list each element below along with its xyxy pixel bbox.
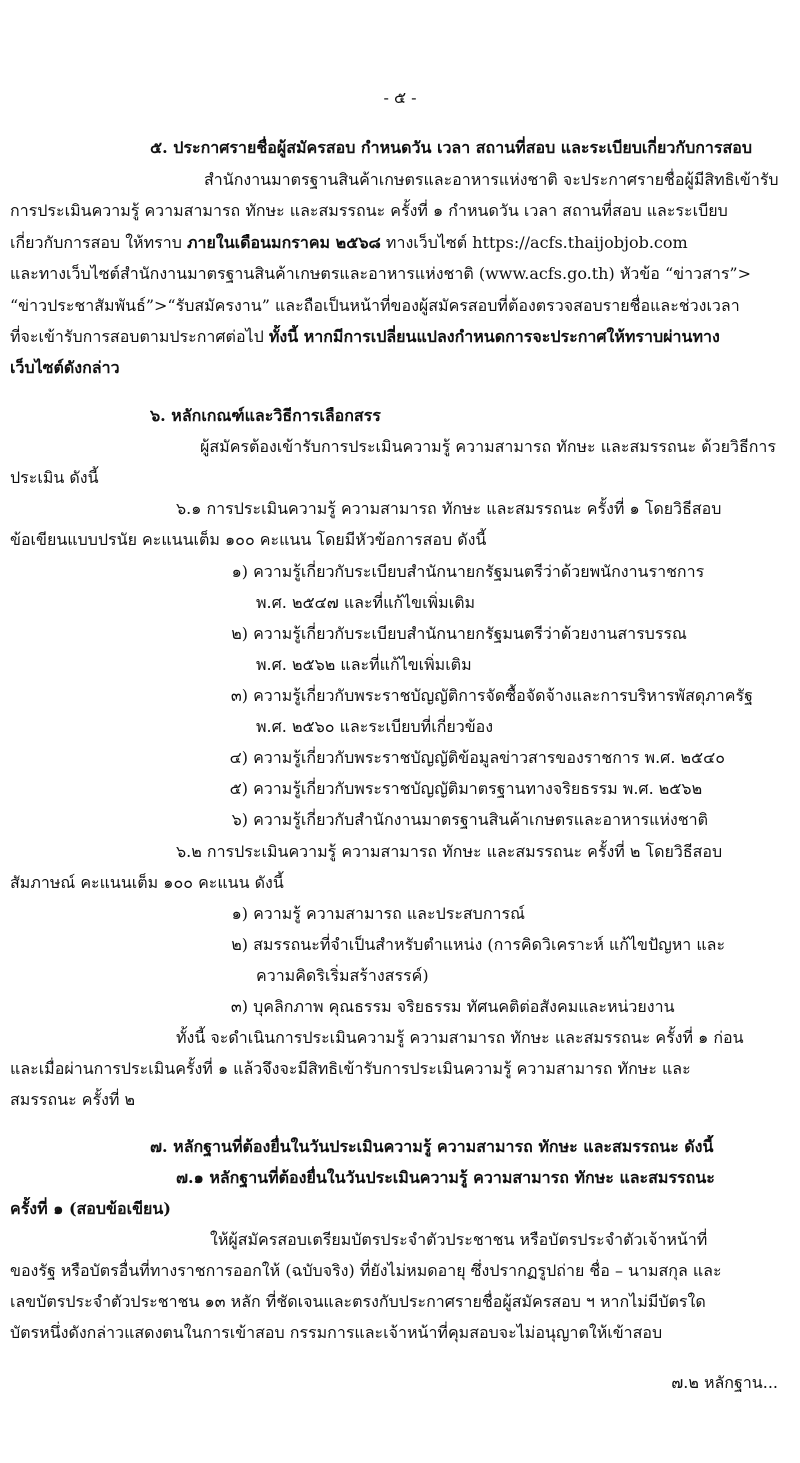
section-5-line-6 (10, 325, 800, 349)
announcement-date: ภายในเดือนมกราคม ๒๕๖๘ (186, 233, 381, 252)
section-7-paragraph-3: เลขบัตรประจำตัวประชาชน ๑๓ หลัก ที่ชัดเจนและตรงกับประกาศรายชื่อผู้สมัครสอบ ฯ หากไม่มีบัตรใด (10, 1292, 706, 1311)
list-text: ความรู้เกี่ยวกับระเบียบสำนักนายกรัฐมนตรีว่าด้วยพนักงานราชการ (253, 562, 705, 581)
section-7-heading: ๗. หลักฐานที่ต้องยื่นในวันประเมินความรู้ ความสามารถ ทักษะ และสมรรถนะ ดังนี้ (150, 1137, 714, 1156)
list-number: ๑) (231, 904, 248, 923)
section-7-paragraph-1: ให้ผู้สมัครสอบเตรียมบัตรประจำตัวประชาชน หรือบัตรประจำตัวเจ้าหน้าที่ (210, 1230, 708, 1249)
section-6-2-line-1: ๖.๒ การประเมินความรู้ ความสามารถ ทักษะ และสมรรถนะ ครั้งที่ ๒ โดยวิธีสอบ (176, 842, 723, 861)
website-text: ทางเว็บไซต์ https://acfs.thaijobjob.com (380, 233, 688, 252)
section-6-heading: ๖. หลักเกณฑ์และวิธีการเลือกสรร (150, 406, 381, 425)
list-number: ๓) (230, 997, 248, 1016)
list-text: ความรู้เกี่ยวกับระเบียบสำนักนายกรัฐมนตรีว่าด้วยงานสารบรรณ (253, 624, 687, 643)
section-6-1-line-2: ข้อเขียนแบบปรนัย คะแนนเต็ม ๑๐๐ คะแนน โดยมีหัวข้อการสอบ ดังนี้ (10, 530, 487, 549)
list-text: ความรู้ ความสามารถ และประสบการณ์ (253, 904, 525, 923)
section-5-line-6-text: ที่จะเข้ารับการสอบตามประกาศต่อไป (10, 327, 269, 346)
list-item-6-1-1-cont: พ.ศ. ๒๕๔๗ และที่แก้ไขเพิ่มเติม (256, 593, 476, 612)
section-5-line-5: “ข่าวประชาสัมพันธ์”>“รับสมัครงาน” และถือเป็นหน้าที่ของผู้สมัครสอบที่ต้องตรวจสอบรายชื่อและช่วงเวลา (10, 296, 740, 315)
section-5-line-7: เว็บไซต์ดังกล่าว (10, 358, 120, 377)
list-text: บุคลิกภาพ คุณธรรม จริยธรรม ทัศนคติต่อสังคมและหน่วยงาน (253, 997, 675, 1016)
list-item-6-1-6 (218, 808, 800, 832)
list-text: สมรรถนะที่จำเป็นสำหรับตำแหน่ง (การคิดวิเคราะห์ แก้ไขปัญหา และ (253, 935, 726, 954)
list-number: ๒) (231, 624, 248, 643)
list-text: ความรู้เกี่ยวกับพระราชบัญญัติมาตรฐานทางจริยธรรม พ.ศ. ๒๕๖๒ (253, 779, 703, 798)
list-text: ความรู้เกี่ยวกับพระราชบัญญัติข้อมูลข่าวสารของราชการ พ.ศ. ๒๕๔๐ (253, 748, 726, 767)
section-6-2-line-2: สัมภาษณ์ คะแนนเต็ม ๑๐๐ คะแนน ดังนี้ (10, 873, 284, 892)
list-item-6-1-3-cont: พ.ศ. ๒๕๖๐ และระเบียบที่เกี่ยวข้อง (256, 717, 494, 736)
list-text: ความรู้เกี่ยวกับพระราชบัญญัติการจัดซื้อจัดจ้างและการบริหารพัสดุภาครัฐ (253, 686, 753, 705)
section-7-paragraph-4: บัตรหนึ่งดังกล่าวแสดงตนในการเข้าสอบ กรรมการและเจ้าหน้าที่คุมสอบจะไม่อนุญาตให้เข้าสอบ (10, 1323, 663, 1342)
change-notice: ทั้งนี้ หากมีการเปลี่ยนแปลงกำหนดการจะประกาศให้ทราบผ่านทาง (268, 327, 720, 346)
section-5-line-2: การประเมินความรู้ ความสามารถ ทักษะ และสมรรถนะ ครั้งที่ ๑ กำหนดวัน เวลา สถานที่สอบ และระเบียบ (10, 201, 728, 220)
section-6-note-2: และเมื่อผ่านการประเมินครั้งที่ ๑ แล้วจึงจะมีสิทธิเข้ารับการประเมินความรู้ ความสามารถ ทักษะ และ (10, 1059, 691, 1078)
list-item-6-2-2-cont: ความคิดริเริ่มสร้างสรรค์) (256, 966, 429, 985)
section-6-1-line-1: ๖.๑ การประเมินความรู้ ความสามารถ ทักษะ และสมรรถนะ ครั้งที่ ๑ โดยวิธีสอบ (176, 499, 722, 518)
list-item-6-1-2 (218, 622, 800, 646)
section-6-intro-1: ผู้สมัครต้องเข้ารับการประเมินความรู้ ความสามารถ ทักษะ และสมรรถนะ ด้วยวิธีการ (200, 437, 777, 456)
section-5-line-3-text: เกี่ยวกับการสอบ ให้ทราบ (10, 233, 187, 252)
list-item-6-1-5 (218, 777, 800, 801)
list-item-6-1-2-cont: พ.ศ. ๒๕๖๒ และที่แก้ไขเพิ่มเติม (256, 655, 472, 674)
list-item-6-1-1 (218, 560, 800, 584)
section-6-note-1: ทั้งนี้ จะดำเนินการประเมินความรู้ ความสามารถ ทักษะ และสมรรถนะ ครั้งที่ ๑ ก่อน (176, 1028, 744, 1047)
list-number: ๔) (229, 748, 248, 767)
section-6-note-3: สมรรถนะ ครั้งที่ ๒ (10, 1090, 136, 1109)
section-7-1-line-1: ๗.๑ หลักฐานที่ต้องยื่นในวันประเมินความรู้ ความสามารถ ทักษะ และสมรรถนะ (176, 1168, 715, 1187)
list-number: ๒) (231, 935, 248, 954)
section-5-line-4: และทางเว็บไซต์สำนักงานมาตรฐานสินค้าเกษตรและอาหารแห่งชาติ (www.acfs.go.th) หัวข้อ “ข่าวสาร”> (10, 264, 751, 283)
section-7-1-line-2: ครั้งที่ ๑ (สอบข้อเขียน) (10, 1199, 171, 1218)
list-number: ๖) (231, 810, 248, 829)
list-number: ๓) (230, 686, 248, 705)
section-5-line-3 (10, 231, 800, 255)
continuation-marker: ๗.๒ หลักฐาน... (671, 1373, 778, 1392)
section-5-line-1: สำนักงานมาตรฐานสินค้าเกษตรและอาหารแห่งชาติ จะประกาศรายชื่อผู้มีสิทธิเข้ารับ (204, 170, 779, 189)
list-item-6-1-3 (218, 684, 800, 708)
list-item-6-2-3 (218, 995, 800, 1019)
list-number: ๕) (229, 779, 248, 798)
section-7-paragraph-2: ของรัฐ หรือบัตรอื่นที่ทางราชการออกให้ (ฉบับจริง) ที่ยังไม่หมดอายุ ซึ่งปรากฏรูปถ่าย ชื่อ – นามสกุล และ (10, 1261, 722, 1280)
page-number: - ๕ - (383, 88, 417, 107)
list-text: ความรู้เกี่ยวกับสำนักงานมาตรฐานสินค้าเกษตรและอาหารแห่งชาติ (253, 810, 709, 829)
section-5-heading: ๕. ประกาศรายชื่อผู้สมัครสอบ กำหนดวัน เวลา สถานที่สอบ และระเบียบเกี่ยวกับการสอบ (150, 138, 753, 157)
list-item-6-2-2 (218, 933, 800, 957)
list-number: ๑) (231, 562, 248, 581)
section-6-intro-2: ประเมิน ดังนี้ (10, 468, 99, 487)
list-item-6-1-4 (218, 746, 800, 770)
list-item-6-2-1 (218, 902, 800, 926)
